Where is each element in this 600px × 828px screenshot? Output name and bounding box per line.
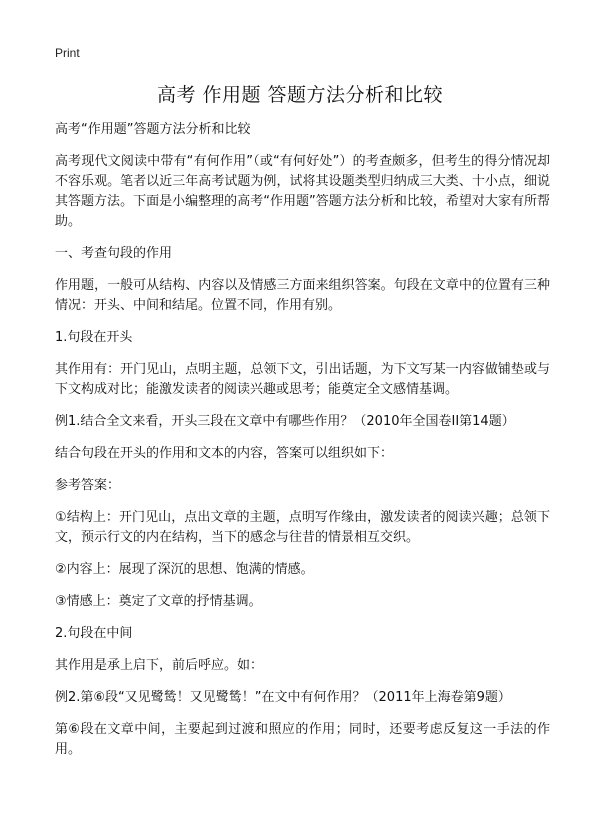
example-question: 例1.结合全文来看，开头三段在文章中有哪些作用？（2010年全国卷II第14题） [55, 414, 515, 429]
intro-paragraph: 高考现代文阅读中带有“有何作用”（或“有何好处”）的考查颇多，但考生的得分情况却不容乐观。笔者以近三年高考试题为例，试将其设题类型归纳成三大类、十小点，细说其答题方法。下面是小编整理的高考“作用题”答题方法分析和比较，希望对大家有所帮助。 [55, 154, 550, 229]
body-paragraph: 其作用有：开门见山，点明主题，总领下文，引出话题，为下文写某一内容做铺垫或与下文构成对比；能激发读者的阅读兴趣或思考；能奠定全文感情基调。 [55, 362, 550, 397]
article-body [55, 120, 550, 772]
answer-label: 参考答案： [55, 478, 121, 493]
body-paragraph: 结合句段在开头的作用和文本的内容，答案可以组织如下： [55, 446, 394, 461]
section-heading: 一、考查句段的作用 [55, 246, 173, 261]
subtitle-paragraph: 高考“作用题”答题方法分析和比较 [55, 122, 251, 137]
body-paragraph: 第⑥段在文章中间，主要起到过渡和照应的作用；同时，还要考虑反复这一手法的作用。 [55, 722, 550, 757]
page-title: 高考 作用题 答题方法分析和比较 [156, 84, 444, 106]
subsection-heading: 1.句段在开头 [55, 330, 133, 345]
print-link[interactable]: Print [55, 46, 80, 60]
body-paragraph: 其作用是承上启下，前后呼应。如： [55, 658, 264, 673]
body-paragraph: 作用题，一般可从结构、内容以及情感三方面来组织答案。句段在文章中的位置有三种情况：开头、中间和结尾。位置不同，作用有别。 [55, 278, 550, 313]
answer-item: ③情感上：奠定了文章的抒情基调。 [55, 594, 262, 609]
example-question: 例2.第⑥段“又见鹭鸶！又见鹭鸶！”在文中有何作用？（2011年上海卷第9题） [55, 690, 511, 705]
answer-item: ①结构上：开门见山，点出文章的主题，点明写作缘由，激发读者的阅读兴趣；总领下文，预示行文的内在结构，当下的感念与往昔的情景相互交织。 [55, 510, 550, 545]
answer-item: ②内容上：展现了深沉的思想、饱满的情感。 [55, 562, 314, 577]
subsection-heading: 2.句段在中间 [55, 626, 133, 641]
